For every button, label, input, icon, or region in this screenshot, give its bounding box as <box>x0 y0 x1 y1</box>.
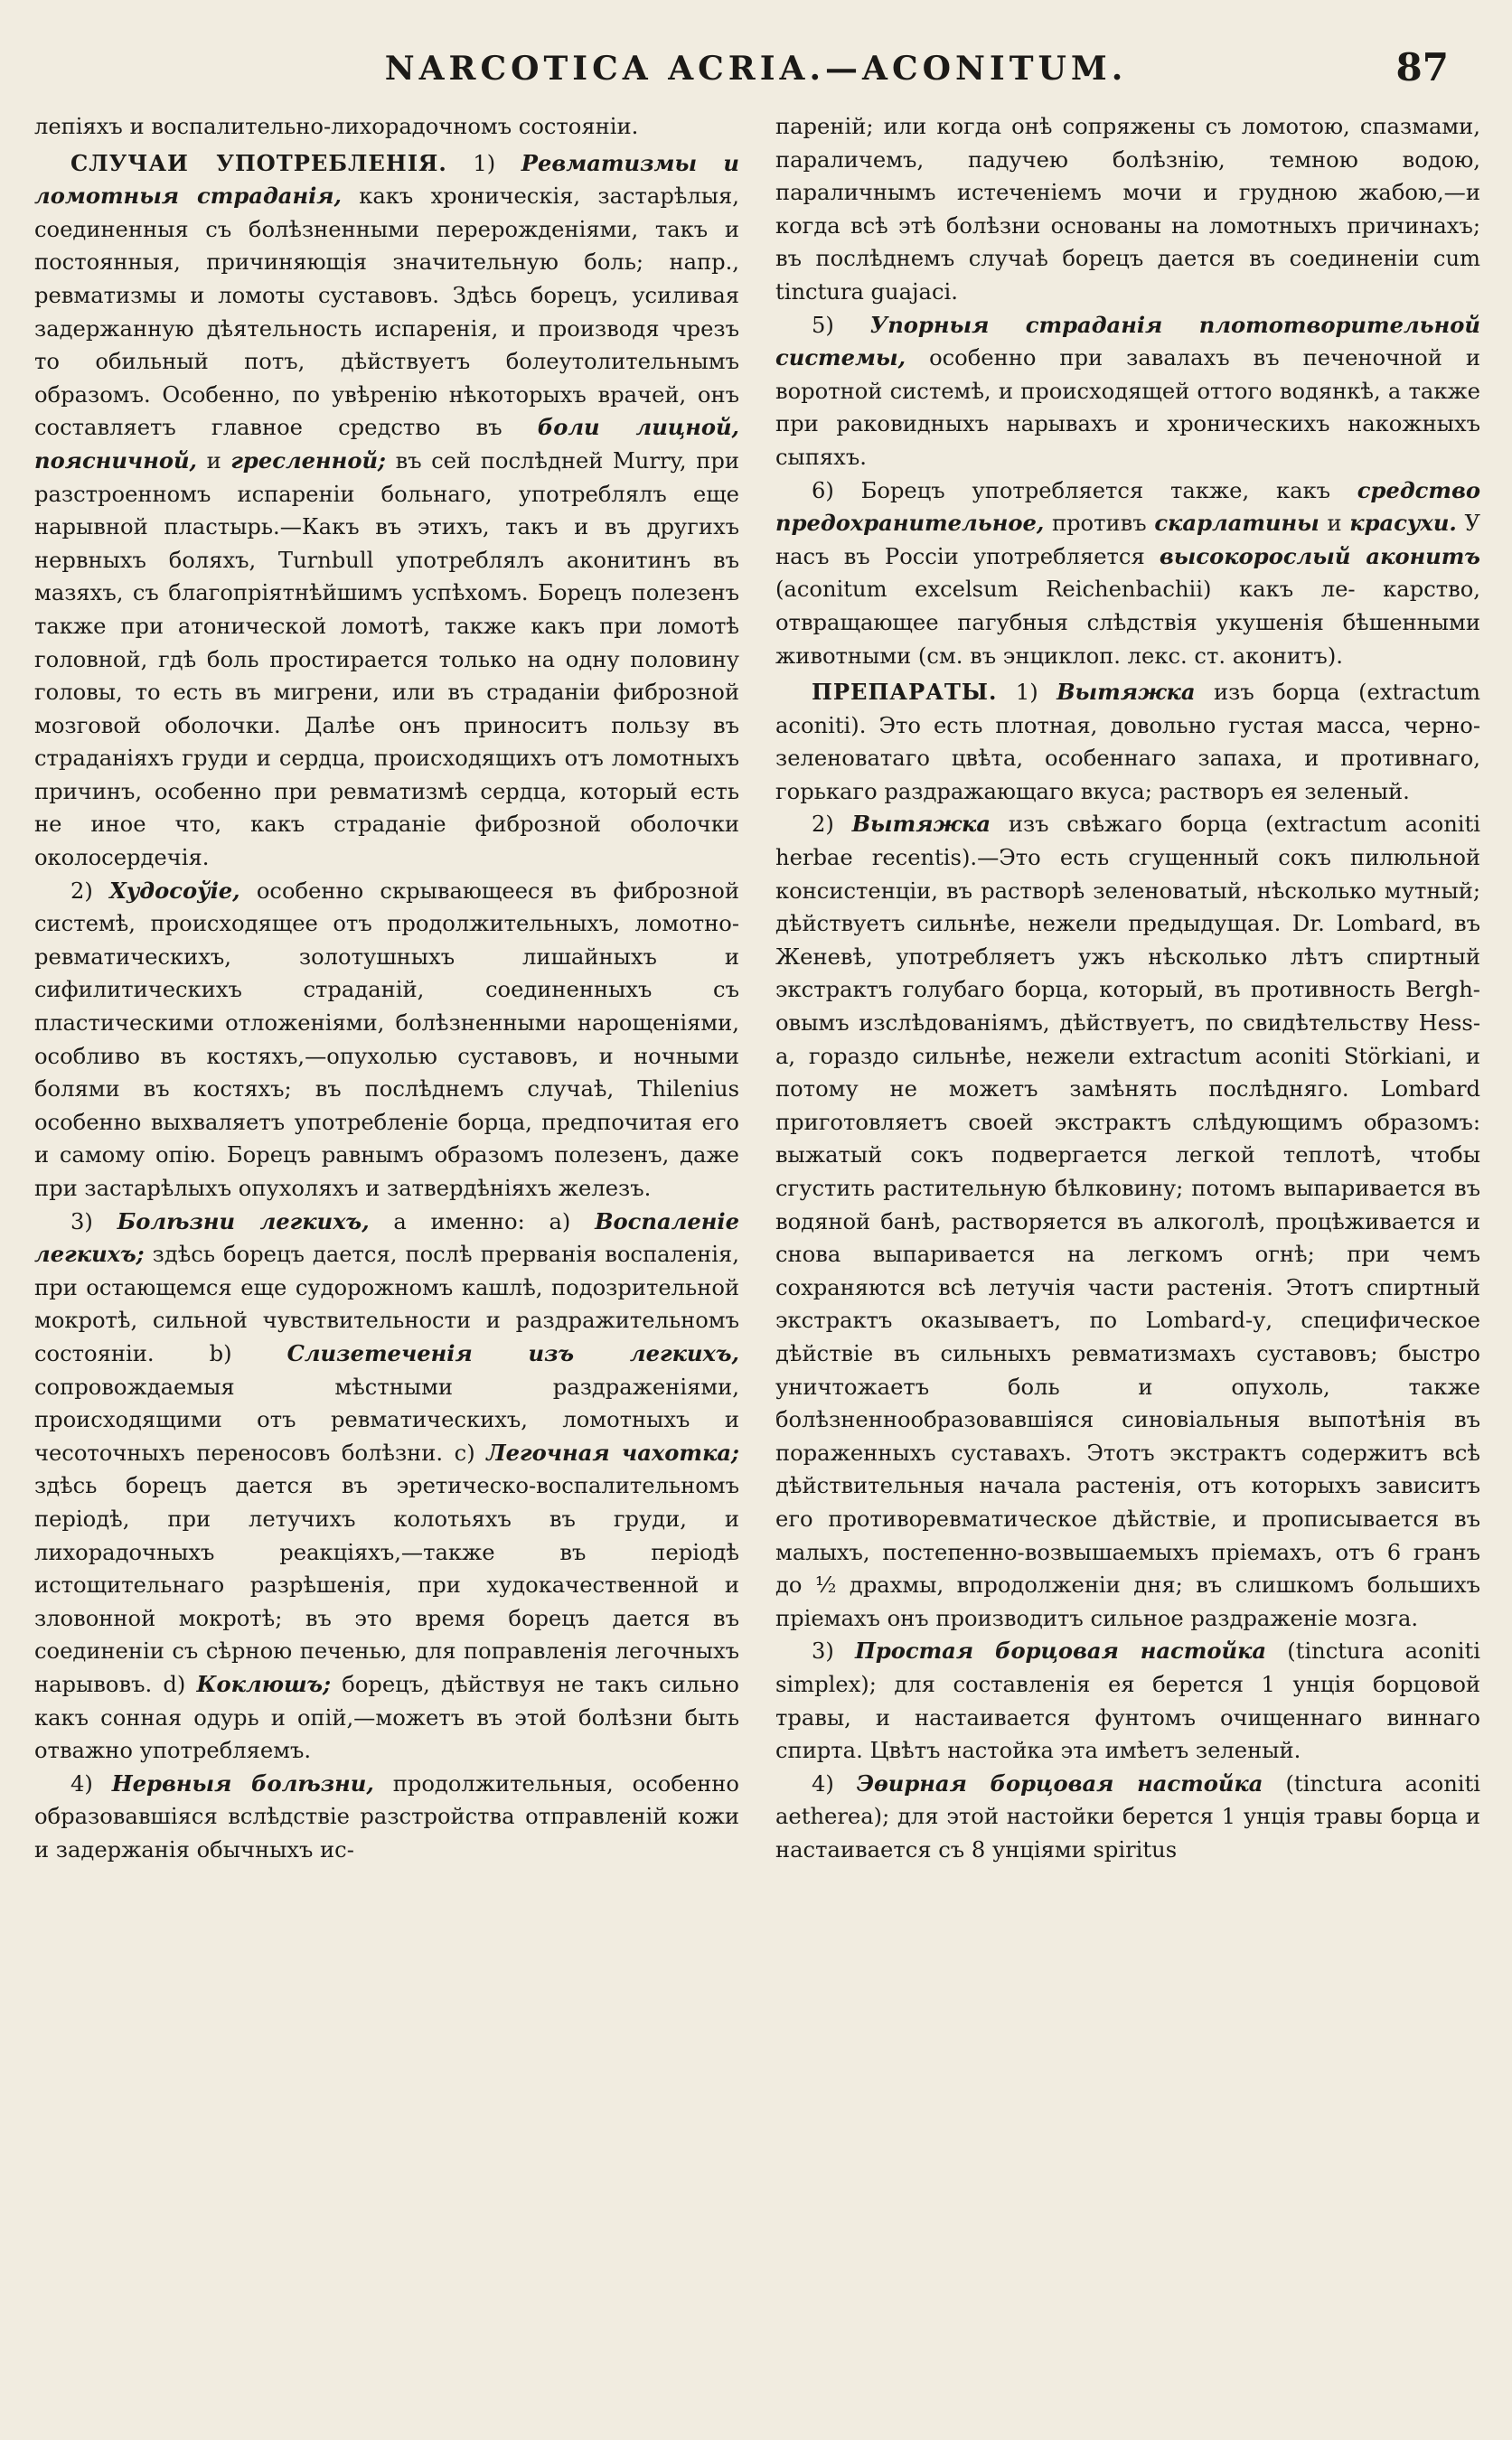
paragraph-lung-diseases: 3) Болѣзни легкихъ, а именно: a) Воспаленіе легкихъ; здѣсь борецъ дается, послѣ прерванія воспаленія, при остающемся еще судорожномъ кашлѣ, подозрительной мокротѣ, сильной чувствительности и раздражительномъ состояніи. b) Слизетеченія изъ легкихъ, сопровождаемыя мѣстными раздраженіями, происходящими отъ ревматическихъ, ломотныхъ и чесоточныхъ переносовъ болѣзни. c) Легочная чахотка; здѣсь борецъ дается въ эретическо-воспалительномъ періодѣ, при летучихъ колотьяхъ въ груди, и лихорадочныхъ реакціяхъ,—также въ періодѣ истощительнаго разрѣшенія, при худокачественной и зловонной мокротѣ; въ это время борецъ дается въ соединеніи съ сѣрною печенью, для поправленія легочныхъ нарывовъ. d) Коклюшъ; борецъ, дѣйствуя не такъ сильно какъ сонная одурь и опій,—можетъ въ этой болѣзни быть отважно употребляемъ. <box>34 1207 739 1764</box>
paragraph-fresh-extract: 2) Вытяжка изъ свѣжаго борца (extractum aconiti herbae recentis).—Это есть сгущенный сокъ пилюльной консистенціи, въ растворѣ зеленоватый, нѣсколько мутный; дѣйствуетъ сильнѣе, нежели предыдущая. Dr. Lombard, въ Женевѣ, употребляетъ ужъ нѣсколько лѣтъ спиртный экстрактъ голубаго борца, который, въ противность Bergh-овымъ изслѣдованіямъ, дѣйствуетъ, по свидѣтельству Hess-а, гораздо сильнѣе, нежели extractum aconiti Störkiani, и потому не можетъ замѣнять послѣдняго. Lombard приготовляетъ своей экстрактъ слѣдующимъ образомъ: выжатый сокъ подвергается легкой теплотѣ, чтобы сгустить растительную бѣлковину; потомъ выпаривается въ водяной банѣ, растворяется въ алкоголѣ, процѣживается и снова выпаривается на легкомъ огнѣ; при чемъ сохраняются всѣ летучія части растенія. Этотъ спиртный экстрактъ оказываетъ, по Lombard-у, специфическое дѣйствіе въ сильныхъ ревматизмахъ суставовъ; быстро уничтожаетъ боль и опухоль, также болѣзненнообразовавшіяся синовіальныя выпотѣнія въ пораженныхъ суставахъ. Этотъ экстрактъ содержитъ всѣ дѣйствительныя начала растенія, отъ которыхъ зависитъ его противоревматическое дѣйствіе, и прописывается въ малыхъ, постепенно-возвышаемыхъ пріемахъ, отъ 6 гранъ до ½ драхмы, впродолженіи дня; въ слишкомъ большихъ пріемахъ онъ производитъ сильное раздраженіе мозга. <box>775 811 1480 1631</box>
section-heading: ПРЕПАРАТЫ. <box>812 679 998 706</box>
paragraph-cachexia: 2) Худосоўіе, особенно скрывающееся въ фиброзной системѣ, происходящее отъ продолжительныхъ, ломотно-ревматическихъ, золотушныхъ лишайныхъ и сифилитическихъ страданій, соединенныхъ съ пластическими отложеніями, болѣзненными нарощеніями, особливо въ костяхъ,—опухолью суставовъ, и ночными болями въ костяхъ; въ послѣднемъ случаѣ, Thilenius особенно выхваляетъ употребленіе борца, предпочитая его и самому опію. Борецъ равнымъ образомъ полезенъ, даже при застарѣлыхъ опухоляхъ и затвердѣніяхъ железъ. <box>34 877 739 1201</box>
page-header <box>36 42 1476 96</box>
text-columns <box>34 110 1480 2424</box>
left-column <box>34 110 739 2424</box>
paragraph-ether-tincture: 4) Эѳирная борцовая настойка (tinctura aconiti aetherea); для этой настойки берется 1 унція травы борца и настаивается съ 8 унціями spiritus <box>775 1769 1480 1863</box>
paragraph-simple-tincture: 3) Простая борцовая настойка (tinctura aconiti simplex); для составленія ея берется 1 унція борцовой травы, и настаивается фунтомъ очищеннаго виннаго спирта. Цвѣтъ настойка эта имѣетъ зеленый. <box>775 1638 1480 1764</box>
page-number: 87 <box>1395 45 1449 89</box>
paragraph-preparations: ПРЕПАРАТЫ. 1) Вытяжка изъ борца (extractum aconiti). Это есть плотная, довольно густая масса, черно-зеленоватаго цвѣта, особеннаго запаха, и противнаго, горькаго раздражающаго вкуса; растворъ ея зеленый. <box>775 679 1480 804</box>
paragraph-nervous-diseases: 4) Нервныя болѣзни, продолжительныя, особенно образовавшіяся вслѣдствіе разстройства отправленій кожи и задержанія обычныхъ ис- <box>34 1769 739 1863</box>
paragraph-plastic-system: 5) Упорныя страданія плототворительной системы, особенно при завалахъ въ печеночной и воротной системѣ, и происходящей оттого водянкѣ, а также при раковидныхъ нарывахъ и хроническихъ накожныхъ сыпяхъ. <box>775 311 1480 470</box>
paragraph: пареній; или когда онѣ сопряжены съ ломотою, спазмами, параличемъ, падучею болѣзнію, темною водою, параличнымъ истеченіемъ мочи и грудною жабою,—и когда всѣ этѣ болѣзни основаны на ломотныхъ причинахъ; въ послѣднемъ случаѣ борецъ дается въ соединеніи cum tinctura guajaci. <box>775 114 1480 305</box>
section-heading: СЛУЧАИ УПОТРЕБЛЕНІЯ. <box>70 149 447 176</box>
paragraph-rheumatism: СЛУЧАИ УПОТРЕБЛЕНІЯ. 1) Ревматизмы и ломотныя страданія, какъ хроническія, застарѣлыя, соединенныя съ болѣзненными перерожденіями, такъ и постоянныя, причиняющія значительную боль; напр., ревматизмы и ломоты суставовъ. Здѣсь борецъ, усиливая задержанную дѣятельность испаренія, и производя чрезъ то обильный потъ, дѣйствуетъ болеутолительнымъ образомъ. Особенно, по увѣренію нѣкоторыхъ врачей, онъ составляетъ главное средство въ боли лицной, поясничной, и гресленной; въ сей послѣдней Murry, при разстроенномъ испареніи больнаго, употреблялъ еще нарывной пластырь.—Какъ въ этихъ, такъ и въ другихъ нервныхъ боляхъ, Turnbull употреблялъ аконитинъ въ мазяхъ, съ благопріятнѣйшимъ успѣхомъ. Борецъ полезенъ также при атонической ломотѣ, также какъ при ломотѣ головной, гдѣ боль простирается только на одну половину головы, то есть въ мигрени, или въ страданіи фиброзной мозговой оболочки. Далѣе онъ приноситъ пользу въ страданіяхъ груди и сердца, происходящихъ отъ ломотныхъ причинъ, особенно при ревматизмѣ сердца, который есть не иное что, какъ страданіе фиброзной оболочки околосердечія. <box>34 149 739 871</box>
running-head: NARCOTICA ACRIA.—ACONITUM. <box>384 50 1128 88</box>
right-column <box>775 110 1480 2424</box>
paragraph-prophylactic: 6) Борецъ употребляется также, какъ средство предохранительное, противъ скарлатины и красухи. У насъ въ Россіи употребляется высокорослый аконитъ (aconitum excelsum Reichenbachii) какъ ле- карство, отвращающее пагубныя слѣдствія укушенія бѣшенными животными (см. въ энциклоп. лекс. ст. аконитъ). <box>775 476 1480 669</box>
paragraph: лепіяхъ и воспалительно-лихорадочномъ состояніи. <box>34 114 639 139</box>
